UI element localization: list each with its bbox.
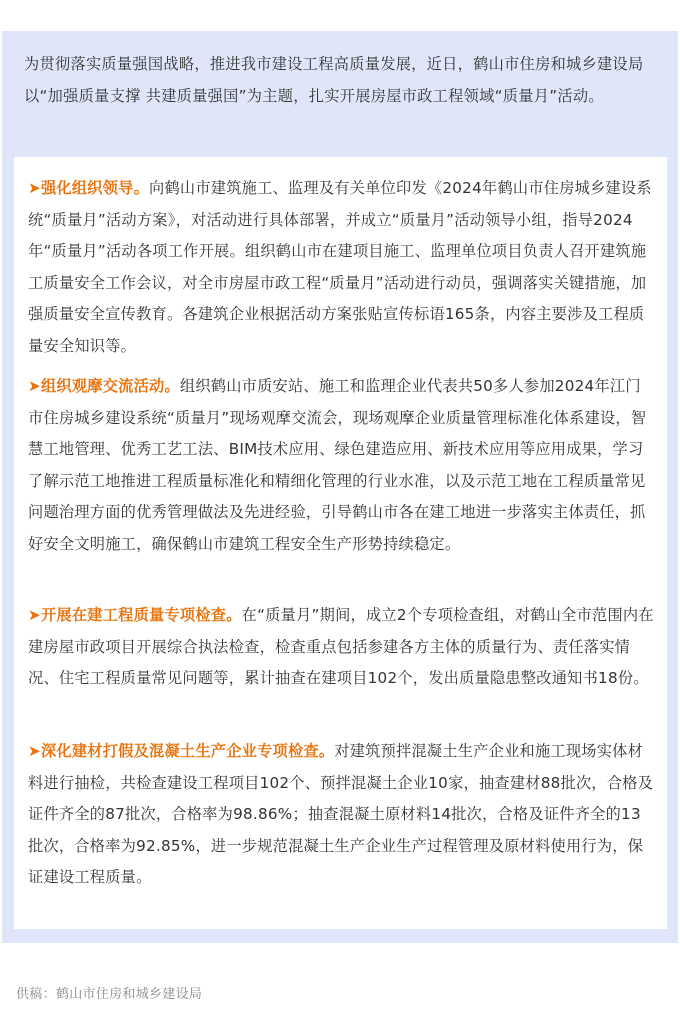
section-heading: 深化建材打假及混凝土生产企业专项检查。 (40, 742, 335, 760)
article-panel (2, 31, 678, 943)
section-organization-leadership (28, 173, 656, 362)
section-quality-inspection (28, 600, 656, 695)
intro-paragraph: 为贯彻落实质量强国战略，推进我市建设工程高质量发展，近日，鹤山市住房和城乡建设局以“加强质量支撑 共建质量强国”为主题，扎实开展房屋市政工程领域“质量月”活动。 (24, 55, 644, 105)
section-body: 在“质量月”期间，成立2个专项检查组，对鹤山全市范围内在建房屋市政项目开展综合执法检查，检查重点包括参建各方主体的质量行为、责任落实情况、住宅工程质量常见问题等，累计抽查在建项目102个，发出质量隐患整改通知书18份。 (28, 606, 654, 687)
section-heading: 开展在建工程质量专项检查。 (40, 606, 242, 624)
section-heading: 强化组织领导。 (40, 179, 150, 197)
arrow-icon: ➤ (28, 606, 41, 624)
section-heading: 组织观摩交流活动。 (40, 377, 180, 395)
section-body: 组织鹤山市质安站、施工和监理企业代表共50多人参加2024年江门市住房城乡建设系统“质量月”现场观摩交流会，现场观摩企业质量管理标准化体系建设，智慧工地管理、优秀工艺工法、BIM技术应用、绿色建造应用、新技术应用等应用成果，学习了解示范工地推进工程质量标准化和精细化管理的行业水准，以及示范工地在工程质量常见问题治理方面的优秀管理做法及先进经验，引导鹤山市各在建工地进一步落实主体责任，抓好安全文明施工，确保鹤山市建筑工程安全生产形势持续稳定。 (28, 377, 647, 553)
arrow-icon: ➤ (28, 742, 41, 760)
source-credit: 供稿：鹤山市住房和城乡建设局 (16, 987, 203, 1002)
section-body: 向鹤山市建筑施工、监理及有关单位印发《2024年鹤山市住房城乡建设系统“质量月”活动方案》，对活动进行具体部署，并成立“质量月”活动领导小组，指导2024年“质量月”活动各项工作开展。组织鹤山市在建项目施工、监理单位项目负责人召开建筑施工质量安全工作会议，对全市房屋市政工程“质量月”活动进行动员，强调落实关键措施，加强质量安全宣传教育。各建筑企业根据活动方案张贴宣传标语165条，内容主要涉及工程质量安全知识等。 (28, 179, 652, 355)
arrow-icon: ➤ (28, 179, 41, 197)
section-material-inspection (28, 736, 656, 894)
arrow-icon: ➤ (28, 377, 41, 395)
section-observation-exchange (28, 371, 656, 560)
content-card (14, 157, 667, 929)
section-body: 对建筑预拌混凝土生产企业和施工现场实体材料进行抽检，共检查建设工程项目102个、预拌混凝土企业10家，抽查建材88批次，合格及证件齐全的87批次，合格率为98.86%；抽查混凝土原材料14批次，合格及证件齐全的13批次，合格率为92.85%，进一步规范混凝土生产企业生产过程管理及原材料使用行为，保证建设工程质量。 (28, 742, 654, 886)
